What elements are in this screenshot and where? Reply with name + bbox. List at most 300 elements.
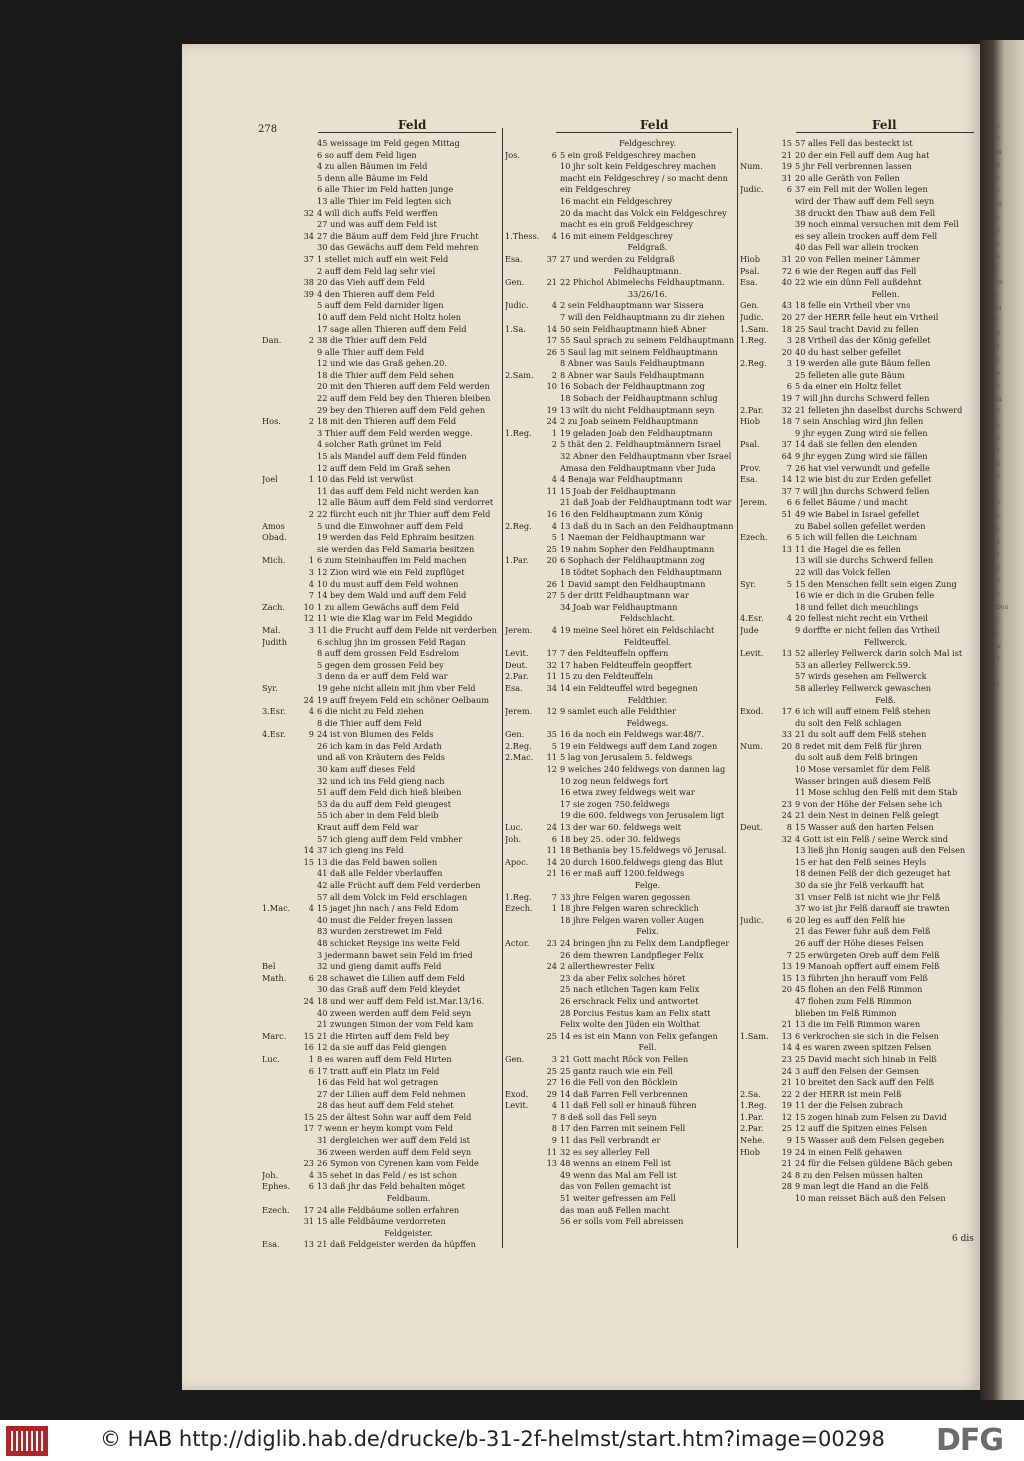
- index-entry: [262, 150, 500, 162]
- book-reference: 1.Par.: [740, 1111, 764, 1122]
- book-reference: Levit.: [740, 648, 764, 659]
- entry-text: 12 auff die Spitzen eines Felsen: [795, 1123, 928, 1134]
- index-entry: [740, 150, 976, 162]
- entry-text: 18 felle ein Vrtheil vber vns: [795, 300, 911, 311]
- index-entry: [505, 1089, 735, 1101]
- footer-bar: [0, 1420, 1024, 1461]
- entry-text: 18 die Thier auff dem Feld sehen: [317, 369, 455, 380]
- entry-text: 13 alle Thier im Feld legten sich: [317, 195, 452, 206]
- entry-text: 9 alle Thier auff dem Feld: [317, 346, 425, 357]
- book-reference: [740, 486, 778, 498]
- chapter-number: 16: [546, 509, 557, 519]
- dfg-logo[interactable]: DFG: [936, 1423, 1004, 1458]
- chapter-number: [300, 984, 317, 996]
- index-entry: [740, 196, 976, 208]
- chapter-number: 17: [546, 335, 557, 346]
- entry-text: 21 felleten jhn daselbst durchs Schwerd: [795, 404, 963, 415]
- book-reference: 2.Par.: [740, 404, 764, 415]
- book-reference: [505, 1216, 543, 1228]
- entry-text: 10 das Feld ist verwüst: [317, 474, 414, 485]
- index-entry: [505, 555, 735, 567]
- chapter-number: [778, 602, 795, 614]
- index-entry: [262, 868, 500, 880]
- book-reference: [262, 381, 300, 393]
- entry-text: du solt den Felß schlagen: [795, 717, 902, 728]
- chapter-number: 12: [546, 706, 557, 717]
- index-entry: [740, 555, 976, 567]
- index-entry: [740, 439, 976, 451]
- book-reference: 2.Reg.: [505, 740, 532, 751]
- index-entry: [505, 868, 735, 880]
- chapter-number: [300, 1008, 317, 1020]
- chapter-number: 22: [781, 1088, 792, 1099]
- chapter-number: 27: [546, 590, 557, 601]
- index-entry: [262, 1089, 500, 1101]
- index-entry: [740, 474, 976, 486]
- entry-text: 5 der dritt Feldhauptmann war: [560, 590, 689, 601]
- index-entry: [262, 138, 500, 150]
- index-entry: [262, 428, 500, 440]
- book-reference: Esa.: [740, 474, 758, 485]
- book-reference: [262, 358, 300, 370]
- chapter-number: [778, 695, 795, 707]
- spine-fragment-line: 1: [996, 344, 1000, 351]
- entry-text: 51 weiter gefressen am Fell: [560, 1193, 676, 1204]
- book-reference: [262, 648, 300, 660]
- book-reference: [262, 1112, 300, 1124]
- book-reference: [740, 1008, 778, 1020]
- entry-text: 15 alle Feldbäume verdorreten: [317, 1216, 446, 1227]
- entry-text: 28 schawet die Lilien auff dem Feld: [317, 972, 465, 983]
- index-entry: [262, 555, 500, 567]
- chapter-number: 6: [786, 497, 792, 508]
- spine-fragment-line: 5: [996, 383, 1000, 390]
- entry-text: 12 und wie das Graß gehen.20.: [317, 358, 447, 369]
- index-entry: [262, 254, 500, 266]
- book-reference: [740, 138, 778, 150]
- book-reference: Bel: [262, 961, 276, 972]
- index-entry: [505, 347, 735, 359]
- entry-text: 15 zogen hinab zum Felsen zu David: [795, 1111, 947, 1122]
- chapter-number: [300, 358, 317, 370]
- index-entry: [505, 799, 735, 811]
- index-entry: [740, 834, 976, 846]
- index-entry: [505, 1100, 735, 1112]
- entry-text: 11 das Fell verbrandt er: [560, 1135, 661, 1146]
- chapter-number: [778, 926, 795, 938]
- entry-text: 12 Zion wird wie ein Feld zupflüget: [317, 566, 465, 577]
- book-reference: Jerem.: [505, 624, 533, 635]
- index-entry: [505, 416, 735, 428]
- index-entry: [740, 289, 976, 301]
- book-reference: [505, 1112, 543, 1124]
- book-reference: [740, 1042, 778, 1054]
- book-reference: [505, 764, 543, 776]
- chapter-number: 4: [551, 300, 557, 311]
- entry-text: 52 allerley Fellwerck darin solch Mal ist: [795, 648, 963, 659]
- book-reference: Judic.: [740, 184, 764, 195]
- index-entry: [505, 567, 735, 579]
- entry-text: 57 ich gieng auff dem Feld vmbher: [317, 833, 463, 844]
- book-reference: [262, 915, 300, 927]
- entry-text: 21 du solt auff dem Felß stehen: [795, 729, 927, 740]
- entry-text: 32 und gieng damit auffs Feld: [317, 961, 442, 972]
- chapter-number: 25: [546, 1030, 557, 1041]
- book-reference: [505, 1066, 543, 1078]
- entry-text: 15 als Mandel auff dem Feld fünden: [317, 451, 467, 462]
- index-entry: [740, 637, 976, 649]
- index-entry: [262, 1123, 500, 1135]
- chapter-number: 3: [786, 358, 792, 369]
- index-entry: [740, 1158, 976, 1170]
- chapter-number: 2: [308, 416, 314, 427]
- spine-fragment-line: 1: [996, 552, 1000, 559]
- entry-text: 20 leg es auff den Felß hie: [795, 914, 906, 925]
- book-reference: [262, 266, 300, 278]
- book-reference: [740, 938, 778, 950]
- book-reference: [262, 219, 300, 231]
- chapter-number: [543, 266, 560, 278]
- chapter-number: 34: [303, 230, 314, 241]
- entry-text: 22 wie ein dünn Fell außdehnt: [795, 277, 922, 288]
- entry-text: 8 redet mit dem Felß für jhren: [795, 740, 922, 751]
- entry-text: 21 die Hirten auff dem Feld bey: [317, 1030, 450, 1041]
- entry-text: 16 mit einem Feldgeschrey: [560, 230, 673, 241]
- entry-text: das man auß Fellen macht: [560, 1204, 670, 1215]
- entry-text: 27 der Lilien auff dem Feld nehmen: [317, 1088, 466, 1099]
- entry-text: 11 das auff dem Feld nicht werden kan: [317, 485, 480, 496]
- index-entry: [505, 1193, 735, 1205]
- book-reference: [262, 289, 300, 301]
- chapter-number: 4: [551, 624, 557, 635]
- chapter-number: [300, 521, 317, 533]
- index-entry: [505, 579, 735, 591]
- entry-text: 3 auff den Felsen der Gemsen: [795, 1065, 920, 1076]
- book-reference: [505, 1019, 543, 1031]
- entry-text: 2 der HERR ist mein Felß: [795, 1088, 902, 1099]
- book-reference: [740, 637, 778, 649]
- index-entry: [740, 776, 976, 788]
- index-entry: [505, 590, 735, 602]
- book-reference: [740, 196, 778, 208]
- index-entry: [740, 266, 976, 278]
- footer-copyright-link[interactable]: © HAB http://diglib.hab.de/drucke/b-31-2f-helmst/start.htm?image=00298: [100, 1427, 885, 1451]
- index-entry: [505, 1031, 735, 1043]
- keyword-heading: Feldwegs.: [626, 717, 669, 728]
- chapter-number: [300, 532, 317, 544]
- index-entry: [740, 1031, 976, 1043]
- entry-text: 49 wenn das Mal am Fell ist: [560, 1169, 677, 1180]
- book-reference: Levit.: [505, 648, 529, 659]
- entry-text: 14 es ist ein Mann von Felix gefangen: [560, 1030, 718, 1041]
- chapter-number: 8: [551, 1123, 557, 1134]
- index-entry: [262, 463, 500, 475]
- index-entry: [262, 996, 500, 1008]
- chapter-number: 23: [546, 937, 557, 948]
- entry-text: 16 wie er dich in die Gruben felle: [795, 590, 935, 601]
- spine-fragment-line: a: [996, 214, 1000, 221]
- book-reference: [740, 718, 778, 730]
- chapter-number: 8: [786, 822, 792, 833]
- chapter-number: 19: [781, 1146, 792, 1157]
- book-reference: [262, 1216, 300, 1228]
- index-entry: [505, 208, 735, 220]
- chapter-number: [300, 868, 317, 880]
- index-entry: [505, 1135, 735, 1147]
- index-entry: [740, 1089, 976, 1101]
- keyword-heading: Feldschlacht.: [619, 613, 676, 624]
- book-reference: Hiob: [740, 1146, 760, 1157]
- book-reference: Hos.: [262, 416, 281, 427]
- book-reference: [505, 173, 543, 185]
- chapter-number: 43: [781, 300, 792, 311]
- entry-text: 34 Joab war Feldhauptmann: [560, 601, 678, 612]
- book-reference: [262, 150, 300, 162]
- book-reference: [262, 428, 300, 440]
- index-entry: [740, 996, 976, 1008]
- book-reference: [262, 741, 300, 753]
- chapter-number: [543, 1170, 560, 1182]
- spine-fragment-line: m: [996, 149, 1002, 156]
- entry-text: 13 der war 60. feldwegs weit: [560, 822, 682, 833]
- spine-fragment-line: m: [996, 396, 1002, 403]
- book-reference: [262, 926, 300, 938]
- index-entry: [262, 184, 500, 196]
- chapter-number: [778, 289, 795, 301]
- hab-logo-icon[interactable]: [6, 1426, 48, 1456]
- chapter-number: [300, 138, 317, 150]
- index-entry: [262, 1193, 500, 1205]
- index-entry: [740, 1100, 976, 1112]
- book-reference: [262, 208, 300, 220]
- entry-text: 16 etwa zwey feldwegs weit war: [560, 787, 695, 798]
- book-reference: [740, 834, 778, 846]
- entry-text: 14 daß sie fellen den elenden: [795, 439, 918, 450]
- chapter-number: [300, 324, 317, 336]
- book-reference: [262, 880, 300, 892]
- entry-text: ein Feldgeschrey: [560, 184, 631, 195]
- entry-text: 28 Vrtheil das der König gefellet: [795, 335, 931, 346]
- index-entry: [505, 706, 735, 718]
- chapter-number: [778, 555, 795, 567]
- chapter-number: [778, 996, 795, 1008]
- chapter-number: 13: [781, 961, 792, 972]
- entry-text: 5 und die Einwohner auff dem Feld: [317, 520, 464, 531]
- chapter-number: 26: [546, 346, 557, 357]
- index-entry: [505, 787, 735, 799]
- keyword-heading: Feldgraß.: [627, 242, 668, 253]
- index-entry: [740, 1147, 976, 1159]
- entry-text: 5 da einer ein Holtz fellet: [795, 381, 902, 392]
- index-entry: [740, 602, 976, 614]
- index-entry: [262, 521, 500, 533]
- entry-text: 19 auff freyem Feld ein schöner Oelbaum: [317, 694, 490, 705]
- entry-text: 18 bey 25. oder 30. feldwegs: [560, 833, 681, 844]
- chapter-number: [300, 1193, 317, 1205]
- book-reference: [505, 996, 543, 1008]
- entry-text: 10 man reisset Bäch auß den Felsen: [795, 1193, 946, 1204]
- index-entry: [740, 1054, 976, 1066]
- index-entry: [740, 1112, 976, 1124]
- chapter-number: [300, 463, 317, 475]
- index-entry: [262, 1135, 500, 1147]
- book-reference: [262, 984, 300, 996]
- index-entry: [262, 1205, 500, 1217]
- index-entry: [505, 1066, 735, 1078]
- book-reference: [262, 613, 300, 625]
- spine-fragment-line: vi: [996, 305, 1002, 312]
- entry-text: 1 zu allem Gewächs auff dem Feld: [317, 601, 460, 612]
- chapter-number: [300, 486, 317, 498]
- index-entry: [262, 1031, 500, 1043]
- spine-fragment-line: Deu: [996, 604, 1009, 611]
- chapter-number: 6: [308, 1065, 314, 1076]
- index-entry: [262, 1054, 500, 1066]
- book-reference: Jerem.: [740, 497, 768, 508]
- book-reference: [262, 184, 300, 196]
- chapter-number: [300, 683, 317, 695]
- index-entry: [505, 984, 735, 996]
- entry-text: 11 daß Fell soll er hinauß führen: [560, 1100, 697, 1111]
- chapter-number: 13: [781, 543, 792, 554]
- entry-text: 27 und werden zu Feldgraß: [560, 253, 675, 264]
- book-reference: [505, 950, 543, 962]
- book-reference: [740, 208, 778, 220]
- chapter-number: 11: [546, 752, 557, 763]
- keyword-heading: Felge.: [634, 880, 661, 890]
- index-entry: [262, 1008, 500, 1020]
- index-entry: [262, 1042, 500, 1054]
- chapter-number: [300, 799, 317, 811]
- book-reference: Math.: [262, 972, 287, 983]
- book-reference: [740, 1066, 778, 1078]
- index-entry: [505, 1042, 735, 1054]
- book-reference: [505, 845, 543, 857]
- chapter-number: [300, 834, 317, 846]
- book-reference: [505, 335, 543, 347]
- book-reference: Syr.: [262, 682, 278, 693]
- entry-text: 11 die Frucht auff dem Felde nit verderben: [317, 624, 497, 635]
- chapter-number: 1: [551, 427, 557, 438]
- book-reference: Num.: [740, 740, 763, 751]
- book-reference: [262, 1228, 300, 1240]
- book-reference: [505, 567, 543, 579]
- entry-text: 15 Joab der Feldhauptmann: [560, 485, 676, 496]
- chapter-number: 14: [781, 474, 792, 485]
- book-reference: 1.Thess.: [505, 230, 540, 241]
- book-reference: [740, 381, 778, 393]
- entry-text: 47 flohen zum Felß Rimmon: [795, 995, 912, 1006]
- book-reference: [505, 474, 543, 486]
- index-entry: [262, 1170, 500, 1182]
- index-column-2: [505, 138, 735, 1228]
- index-entry: [505, 474, 735, 486]
- index-entry: [262, 289, 500, 301]
- chapter-number: [300, 266, 317, 278]
- spine-fragment-line: 2: [996, 448, 1000, 455]
- chapter-number: [543, 196, 560, 208]
- book-reference: [262, 938, 300, 950]
- book-reference: [262, 1193, 300, 1205]
- entry-text: 19 geladen Joab den Feldhauptmann: [560, 427, 713, 438]
- entry-text: 18 deinen Felß der dich gezeuget hat: [795, 868, 951, 879]
- chapter-number: [543, 242, 560, 254]
- chapter-number: [543, 138, 560, 150]
- entry-text: 26 erschrack Felix und antwortet: [560, 995, 699, 1006]
- spine-fragment-line: e: [996, 513, 1000, 520]
- chapter-number: 7: [308, 590, 314, 601]
- book-reference: [505, 486, 543, 498]
- book-reference: [740, 509, 778, 521]
- index-entry: [505, 451, 735, 463]
- entry-text: 40 zween werden auff dem Feld seyn: [317, 1007, 472, 1018]
- index-entry: [505, 752, 735, 764]
- index-entry: [740, 671, 976, 683]
- index-entry: [262, 358, 500, 370]
- entry-text: Wasser bringen auß diesem Felß: [795, 775, 931, 786]
- chapter-number: 14: [303, 845, 314, 856]
- entry-text: 41 daß alle Felder vberlauffen: [317, 868, 443, 879]
- entry-text: 25 Saul tracht David zu fellen: [795, 323, 919, 334]
- entry-text: 9 samlet euch alle Feldthier: [560, 706, 677, 717]
- index-entry: [505, 741, 735, 753]
- entry-text: 12 auff dem Feld im Graß sehen: [317, 462, 451, 473]
- index-entry: [505, 231, 735, 243]
- index-entry: [262, 1100, 500, 1112]
- chapter-number: [300, 741, 317, 753]
- book-reference: Joel: [262, 474, 278, 485]
- entry-text: 20 alle Geräth von Fellen: [795, 172, 900, 183]
- book-reference: [505, 880, 543, 892]
- index-entry: [505, 1008, 735, 1020]
- keyword-heading: Fellwerck.: [863, 636, 908, 647]
- index-entry: [740, 161, 976, 173]
- chapter-number: 13: [781, 1030, 792, 1041]
- column-heading-1: Feld: [398, 118, 427, 132]
- book-reference: [505, 718, 543, 730]
- book-reference: [740, 810, 778, 822]
- entry-text: 38 die Thier auff dem Feld: [317, 335, 428, 346]
- book-reference: Joh.: [262, 1169, 279, 1180]
- entry-text: 16 da noch ein Feldwegs war.48/7.: [560, 729, 705, 740]
- chapter-number: [543, 776, 560, 788]
- index-entry: [262, 926, 500, 938]
- entry-text: 30 kam auff dieses Feld: [317, 764, 416, 775]
- book-reference: [262, 324, 300, 336]
- chapter-number: [778, 1008, 795, 1020]
- book-reference: 2.Par.: [505, 671, 529, 682]
- chapter-number: 15: [303, 856, 314, 867]
- book-reference: Apoc.: [505, 856, 529, 867]
- entry-text: 37 ein Fell mit der Wollen legen: [795, 184, 928, 195]
- index-entry: [505, 497, 735, 509]
- book-reference: [505, 1042, 543, 1054]
- entry-text: 21 Gott macht Röck von Fellen: [560, 1053, 689, 1064]
- book-reference: [262, 254, 300, 266]
- entry-text: 9 man legt die Hand an die Felß: [795, 1181, 929, 1192]
- index-entry: [740, 173, 976, 185]
- book-reference: [505, 799, 543, 811]
- index-entry: [505, 277, 735, 289]
- index-entry: [262, 509, 500, 521]
- chapter-number: 1: [551, 903, 557, 914]
- chapter-number: 23: [781, 798, 792, 809]
- chapter-number: 34: [546, 682, 557, 693]
- entry-text: 21 daß Feldgeister werden da hüpffen: [317, 1239, 476, 1250]
- entry-text: 17 tratt auff ein Platz im Feld: [317, 1065, 440, 1076]
- book-reference: Levit.: [505, 1100, 529, 1111]
- chapter-number: 6: [786, 381, 792, 392]
